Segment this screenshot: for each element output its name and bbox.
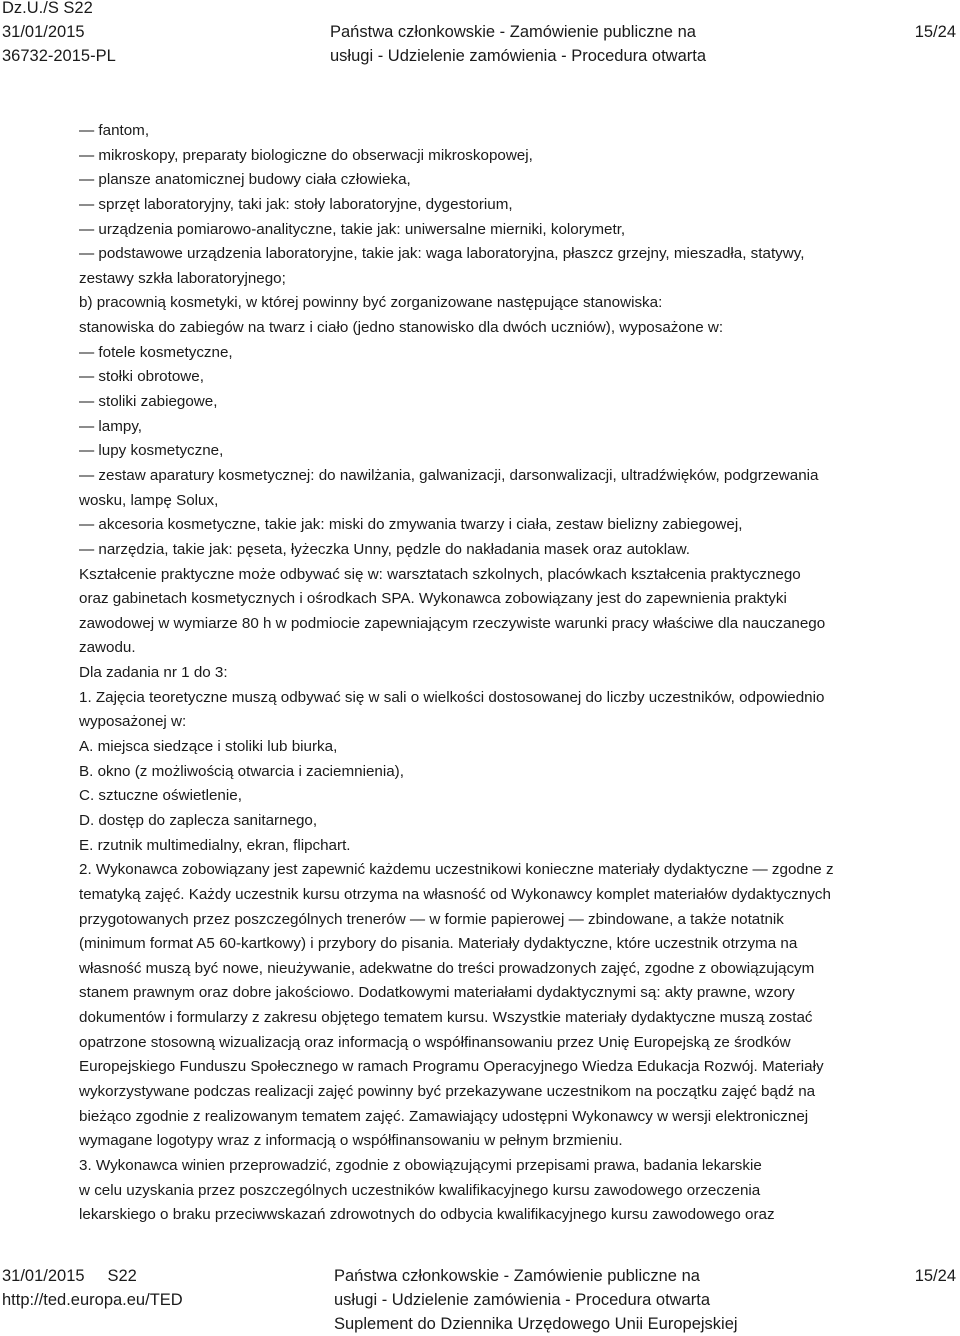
text-line: — zestaw aparatury kosmetycznej: do nawilżania, galwanizacji, darsonwalizacji, ultradźwięków, podgrzewania (79, 466, 819, 484)
text-line: A. miejsca siedzące i stoliki lub biurka, (79, 738, 338, 756)
header-document-reference (2, 0, 116, 68)
text-line: D. dostęp do zaplecza sanitarnego, (79, 811, 318, 829)
footer-line: Państwa członkowskie - Zamówienie publiczne na (334, 1267, 700, 1285)
footer-date-and-url (2, 1264, 183, 1312)
text-line: b) pracownią kosmetyki, w której powinny być zorganizowane następujące stanowiska: (79, 294, 663, 312)
text-line: wyposażonej w: (79, 713, 187, 731)
text-line: Dla zadania nr 1 do 3: (79, 664, 228, 682)
text-line: B. okno (z możliwością otwarcia i zaciemnienia), (79, 762, 404, 780)
text-line: — stoliki zabiegowe, (79, 393, 218, 411)
text-line: — mikroskopy, preparaty biologiczne do obserwacji mikroskopowej, (79, 146, 533, 164)
text-line: (minimum format A5 60-kartkowy) i przybory do pisania. Materiały dydaktyczne, które uczestnik otrzyma na (79, 935, 798, 953)
text-line: — lampy, (79, 417, 143, 435)
text-line: bieżąco zgodnie z realizowanym tematem zajęć. Zamawiający udostępni Wykonawcy w wersji elektronicznej (79, 1107, 809, 1125)
header-line: 36732-2015-PL (2, 47, 116, 65)
text-line: — lupy kosmetyczne, (79, 442, 224, 460)
text-line: Europejskiego Funduszu Społecznego w ramach Programu Operacyjnego Wiedza Edukacja Rozwój. Materiały (79, 1058, 824, 1076)
text-line: wosku, lampę Solux, (79, 491, 219, 509)
header-notice-type (330, 20, 750, 68)
document-body (79, 119, 959, 1228)
text-line: tematyką zajęć. Każdy uczestnik kursu otrzyma na własność od Wykonawcy komplet materiałów dydaktycznych (79, 885, 831, 903)
text-line: — stołki obrotowe, (79, 368, 204, 386)
text-line: stanem prawnym oraz dobre jakościowo. Dodatkowymi materiałami dydaktycznymi są: akty prawne, wzory (79, 984, 795, 1002)
text-line: zestawy szkła laboratoryjnego; (79, 269, 286, 287)
header-page-number: 15/24 (914, 23, 956, 41)
footer-line: usługi - Udzielenie zamówienia - Procedura otwarta (334, 1291, 711, 1309)
text-line: 1. Zajęcia teoretyczne muszą odbywać się w sali o wielkości dostosowanej do liczby uczestników, odpowiednio (79, 688, 825, 706)
header-line: 31/01/2015 (2, 23, 85, 41)
footer-line: 31/01/2015 S22 (2, 1267, 137, 1285)
text-line: wymagane logotypy wraz z informacją o współfinansowaniu w pełnym brzmieniu. (79, 1132, 623, 1150)
footer-notice-type (334, 1264, 738, 1336)
text-line: E. rzutnik multimedialny, ekran, flipchart. (79, 836, 351, 854)
header-line: usługi - Udzielenie zamówienia - Procedura otwarta (330, 47, 707, 65)
text-line: dokumentów i formularzy z zakresu objętego tematem kursu. Wszystkie materiały dydaktyczne muszą zostać (79, 1009, 813, 1027)
text-line: — plansze anatomicznej budowy ciała człowieka, (79, 171, 411, 189)
text-line: stanowiska do zabiegów na twarz i ciało (jedno stanowisko dla dwóch uczniów), wyposażone w: (79, 319, 724, 337)
text-line: zawodu. (79, 639, 136, 657)
text-line: oraz gabinetach kosmetycznych i ośrodkach SPA. Wykonawca zobowiązany jest do zapewnienia praktyki (79, 590, 787, 608)
text-line: — podstawowe urządzenia laboratoryjne, takie jak: waga laboratoryjna, płaszcz grzejny, mieszadła, statywy, (79, 245, 805, 263)
text-line: przygotowanych przez poszczególnych trenerów — w formie papierowej — zbindowane, a także notatnik (79, 910, 784, 928)
text-line: — sprzęt laboratoryjny, taki jak: stoły laboratoryjne, dygestorium, (79, 195, 513, 213)
header-line: Dz.U./S S22 (2, 0, 93, 17)
text-line: zawodowej w wymiarze 80 h w podmiocie zapewniającym rzeczywiste warunki pracy właściwe dla nauczanego (79, 614, 826, 632)
text-line: — urządzenia pomiarowo-analityczne, takie jak: uniwersalne mierniki, kolorymetr, (79, 220, 626, 238)
text-line: — fantom, (79, 122, 150, 139)
header-line: Państwa członkowskie - Zamówienie publiczne na (330, 23, 696, 41)
footer-page-number: 15/24 (914, 1267, 956, 1285)
text-line: własność muszą być nowe, nieużywanie, adekwatne do treści prowadzonych zajęć, zgodne z obowiązującym (79, 959, 815, 977)
footer-line: Suplement do Dziennika Urzędowego Unii Europejskiej (334, 1315, 738, 1333)
text-line: — narzędzia, takie jak: pęseta, łyżeczka Unny, pędzle do nakładania masek oraz autoklaw. (79, 540, 690, 558)
text-line: wykorzystywane podczas realizacji zajęć powinny być przekazywane uczestnikom na początku zajęć bądź na (79, 1082, 816, 1100)
text-line: lekarskiego o braku przeciwwskazań zdrowotnych do odbycia kwalifikacyjnego kursu zawodowego oraz (79, 1206, 775, 1224)
text-line: — akcesoria kosmetyczne, takie jak: miski do zmywania twarzy i ciała, zestaw bielizny zabiegowej, (79, 516, 743, 534)
footer-line: http://ted.europa.eu/TED (2, 1291, 183, 1309)
text-line: 2. Wykonawca zobowiązany jest zapewnić każdemu uczestnikowi konieczne materiały dydaktyczne — zgodne z (79, 861, 834, 879)
text-line: — fotele kosmetyczne, (79, 343, 233, 361)
text-line: C. sztuczne oświetlenie, (79, 787, 242, 805)
text-line: w celu uzyskania przez poszczególnych uczestników kwalifikacyjnego kursu zawodowego orzeczenia (79, 1181, 761, 1199)
text-line: 3. Wykonawca winien przeprowadzić, zgodnie z obowiązującymi przepisami prawa, badania lekarskie (79, 1156, 762, 1174)
text-line: Kształcenie praktyczne może odbywać się w: warsztatach szkolnych, placówkach kształcenia praktycznego (79, 565, 801, 583)
text-line: opatrzone stosowną wizualizacją oraz informacją o współfinansowaniu przez Unię Europejską ze środków (79, 1033, 791, 1051)
